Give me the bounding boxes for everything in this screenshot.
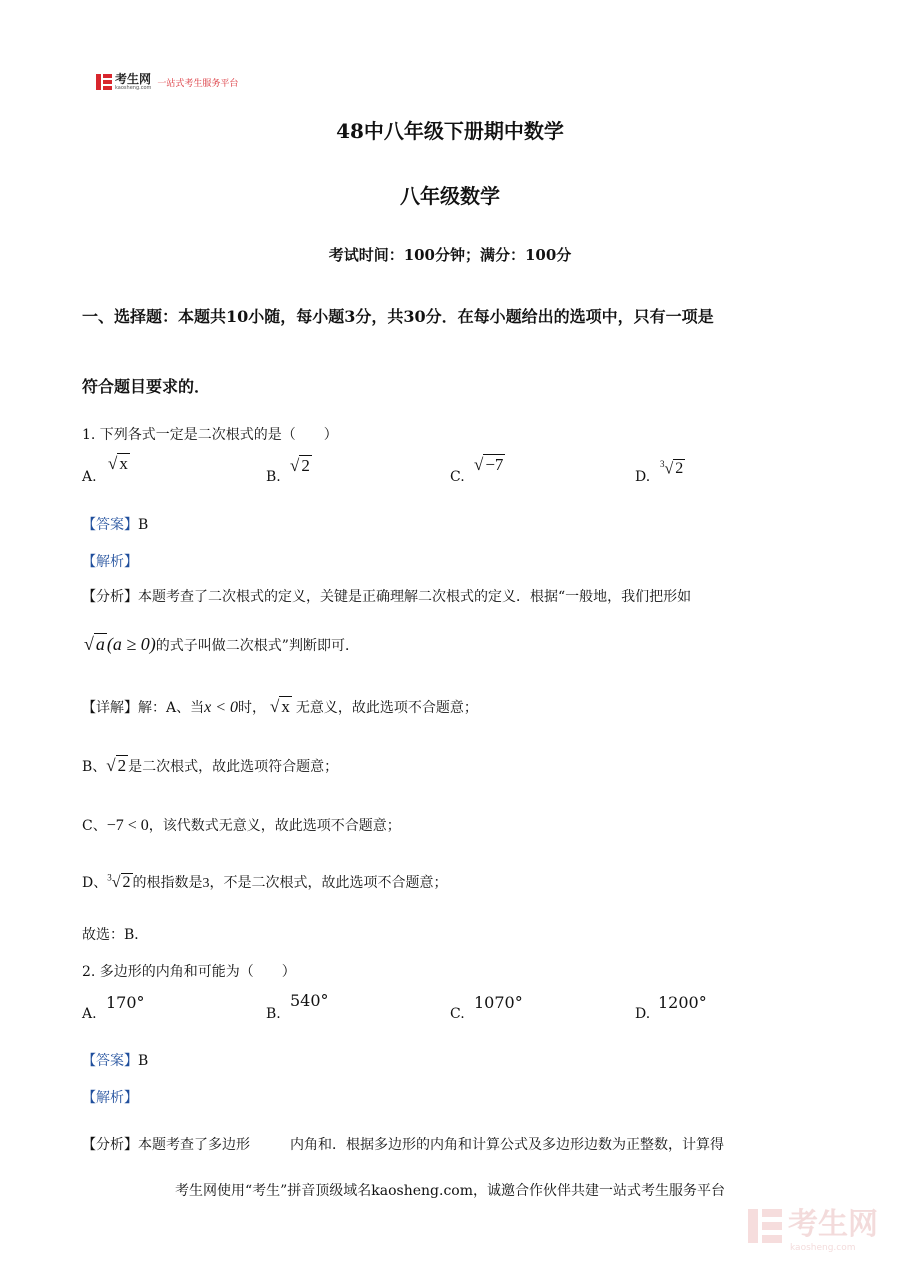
q1-option-c: C. — [450, 469, 465, 485]
exam-info: 考试时间：100分钟；满分：100分 — [328, 246, 572, 264]
logo-slogan: 一站式考生服务平台 — [157, 78, 239, 89]
q1-detail-a: 【详解】解：A、当x < 0时， √ x 无意义，故此选项不合题意； — [82, 697, 478, 716]
q1-detail-c: C、−7 < 0，该代数式无意义，故此选项不合题意； — [82, 817, 401, 834]
q1-option-a-math: √ x — [108, 454, 128, 473]
q1-detail-b: B、√ 2 是二次根式，故此选项符合题意； — [82, 756, 339, 775]
q2-fenxi: 【分析】本题考查了多边形 内角和．根据多边形的内角和计算公式及多边形边数为正整数，计算得 — [82, 1137, 724, 1153]
q1-option-c-math: √ −7 — [474, 455, 504, 474]
q1-fenxi-line1: 【分析】本题考查了二次根式的定义，关键是正确理解二次根式的定义．根据“一般地，我们把形如 — [82, 589, 692, 605]
page-footer: 考生网使用“考生”拼音顶级域名kaosheng.com，诚邀合作伙伴共建一站式考生服务平台 — [174, 1183, 726, 1199]
q2-analysis-tag: 【解析】 — [82, 1090, 138, 1106]
q2-answer: 【答案】B — [82, 1053, 149, 1069]
q2-option-b-value: 540° — [290, 991, 329, 1010]
section-heading: 一、选择题：本题共10小随，每小题3分，共30分．在每小题给出的选项中，只有一项是 — [82, 307, 714, 326]
q2-option-a: A. — [82, 1006, 97, 1022]
logo-text: 考生网 — [115, 72, 152, 86]
q1-fenxi-line2: √ a (a ≥ 0)的式子叫做二次根式”判断即可． — [84, 634, 359, 654]
question-1-stem: 1. 下列各式一定是二次根式的是（ ） — [82, 427, 338, 443]
q2-option-c-value: 1070° — [474, 993, 523, 1012]
watermark-icon — [748, 1209, 782, 1243]
q1-option-a: A. — [82, 469, 97, 485]
logo-icon — [96, 74, 112, 90]
q1-option-b: B. — [266, 469, 281, 485]
section-heading-cont: 符合题目要求的． — [82, 377, 211, 396]
q1-conclusion: 故选：B． — [82, 927, 149, 943]
q2-option-a-value: 170° — [106, 993, 145, 1012]
q1-analysis-tag: 【解析】 — [82, 554, 138, 570]
q1-detail-d: D、$^3$√ 2 的根指数是3，不是二次根式，故此选项不合题意； — [82, 872, 448, 891]
q1-option-d-math: $^3$√ 2 — [660, 459, 684, 478]
site-logo[interactable] — [96, 72, 238, 92]
watermark-logo: 考生网 kaosheng.com — [748, 1199, 878, 1253]
question-2-stem: 2. 多边形的内角和可能为（ ） — [82, 964, 296, 980]
answer-tag: 【答案】 — [82, 517, 138, 533]
page-subtitle: 八年级数学 — [400, 184, 500, 208]
q1-answer: 【答案】B — [82, 517, 149, 533]
q1-option-b-math: √ 2 — [290, 456, 310, 475]
q2-option-b: B. — [266, 1006, 281, 1022]
page-title: 48中八年级下册期中数学 — [336, 119, 564, 143]
q1-option-d: D. — [635, 469, 651, 485]
q2-option-d-value: 1200° — [658, 993, 707, 1012]
q2-option-c: C. — [450, 1006, 465, 1022]
q2-option-d: D. — [635, 1006, 651, 1022]
logo-domain: kaosheng.com — [115, 85, 152, 91]
answer-tag: 【答案】 — [82, 1053, 138, 1069]
